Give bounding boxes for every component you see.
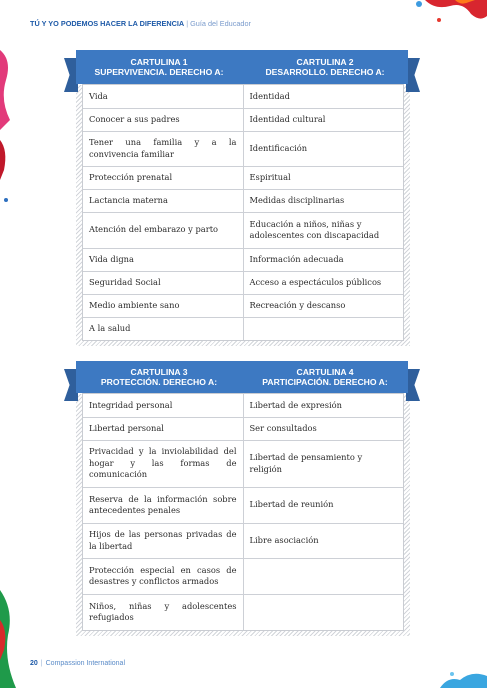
table-cell-left: A la salud bbox=[83, 317, 243, 340]
table-cell-right: Identificación bbox=[243, 131, 403, 166]
table-row bbox=[83, 317, 403, 340]
table-header-ribbon bbox=[76, 361, 408, 393]
table-cell-left: Hijos de las personas privadas de la libertad bbox=[83, 523, 243, 558]
table-row bbox=[83, 294, 403, 317]
column-heading-left bbox=[76, 361, 242, 393]
table-cell-left: Libertad personal bbox=[83, 417, 243, 440]
table-cell-right: Libre asociación bbox=[243, 523, 403, 558]
table-cell-right bbox=[243, 317, 403, 340]
table-row bbox=[83, 108, 403, 131]
table-cell-right: Recreación y descanso bbox=[243, 294, 403, 317]
ribbon-fold-right bbox=[406, 58, 420, 92]
table-cell-right: Información adecuada bbox=[243, 248, 403, 271]
table-cell-left: Integridad personal bbox=[83, 394, 243, 417]
table-cell-right bbox=[243, 594, 403, 630]
heading-line-2: SUPERVIVENCIA. DERECHO A: bbox=[94, 67, 224, 77]
rights-table-frame bbox=[82, 84, 404, 341]
footer-separator: | bbox=[40, 660, 43, 667]
table-cell-right bbox=[243, 558, 403, 594]
table-row bbox=[83, 558, 403, 594]
table-row bbox=[83, 271, 403, 294]
table-row bbox=[83, 417, 403, 440]
table-cell-right: Identidad bbox=[243, 85, 403, 108]
table-cell-left: Protección especial en casos de desastres y conflictos armados bbox=[83, 558, 243, 594]
ribbon-fold-right bbox=[406, 369, 420, 401]
heading-line-1: CARTULINA 2 bbox=[296, 57, 354, 67]
table-row bbox=[83, 131, 403, 166]
column-heading-right bbox=[242, 50, 408, 84]
header-title: TÚ Y YO PODEMOS HACER LA DIFERENCIA bbox=[30, 19, 185, 28]
table-cell-right: Libertad de expresión bbox=[243, 394, 403, 417]
table-cell-left: Privacidad y la inviolabilidad del hogar y las formas de comunicación bbox=[83, 440, 243, 487]
table-block-cartulinas-1-2 bbox=[64, 50, 420, 346]
table-row bbox=[83, 248, 403, 271]
heading-line-1: CARTULINA 3 bbox=[130, 367, 188, 377]
paint-splash-bottom-left bbox=[0, 590, 24, 688]
table-cell-left: Medio ambiente sano bbox=[83, 294, 243, 317]
running-footer bbox=[30, 660, 125, 667]
table-cell-right: Espiritual bbox=[243, 166, 403, 189]
table-block-cartulinas-3-4 bbox=[64, 361, 420, 641]
table-cell-left: Reserva de la información sobre antecedentes penales bbox=[83, 487, 243, 523]
heading-line-1: CARTULINA 1 bbox=[130, 57, 188, 67]
table-row bbox=[83, 594, 403, 630]
column-heading-left bbox=[76, 50, 242, 84]
table-cell-right: Ser consultados bbox=[243, 417, 403, 440]
header-subtitle: Guía del Educador bbox=[190, 19, 251, 28]
table-cell-left: Lactancia materna bbox=[83, 189, 243, 212]
table-row bbox=[83, 394, 403, 417]
table-row bbox=[83, 85, 403, 108]
table-row bbox=[83, 189, 403, 212]
rights-table-frame bbox=[82, 393, 404, 631]
table-row bbox=[83, 523, 403, 558]
table-row bbox=[83, 487, 403, 523]
rights-table bbox=[83, 85, 403, 340]
running-header bbox=[30, 19, 251, 28]
table-cell-left: Protección prenatal bbox=[83, 166, 243, 189]
table-header-ribbon bbox=[76, 50, 408, 84]
table-cell-right: Medidas disciplinarias bbox=[243, 189, 403, 212]
table-cell-right: Identidad cultural bbox=[243, 108, 403, 131]
table-cell-right: Acceso a espectáculos públicos bbox=[243, 271, 403, 294]
table-cell-left: Niños, niñas y adolescentes refugiados bbox=[83, 594, 243, 630]
table-row bbox=[83, 166, 403, 189]
page-number: 20 bbox=[30, 660, 38, 667]
heading-line-1: CARTULINA 4 bbox=[296, 367, 354, 377]
table-cell-left: Conocer a sus padres bbox=[83, 108, 243, 131]
heading-line-2: PROTECCIÓN. DERECHO A: bbox=[100, 377, 218, 387]
paint-splash-top-right bbox=[405, 0, 487, 30]
rights-table bbox=[83, 394, 403, 630]
heading-line-2: DESARROLLO. DERECHO A: bbox=[265, 67, 385, 77]
table-row bbox=[83, 440, 403, 487]
table-cell-left: Tener una familia y a la convivencia familiar bbox=[83, 131, 243, 166]
table-row bbox=[83, 212, 403, 248]
footer-publisher: Compassion International bbox=[45, 660, 126, 667]
paint-splash-left-top bbox=[0, 40, 22, 210]
table-cell-left: Vida digna bbox=[83, 248, 243, 271]
heading-line-2: PARTICIPACIÓN. DERECHO A: bbox=[262, 377, 388, 387]
column-heading-right bbox=[242, 361, 408, 393]
paint-splash-bottom-right bbox=[430, 658, 487, 688]
table-cell-right: Educación a niños, niñas y adolescentes con discapacidad bbox=[243, 212, 403, 248]
table-cell-left: Vida bbox=[83, 85, 243, 108]
table-cell-left: Atención del embarazo y parto bbox=[83, 212, 243, 248]
table-cell-left: Seguridad Social bbox=[83, 271, 243, 294]
table-cell-right: Libertad de pensamiento y religión bbox=[243, 440, 403, 487]
table-cell-right: Libertad de reunión bbox=[243, 487, 403, 523]
header-separator: | bbox=[186, 19, 189, 28]
